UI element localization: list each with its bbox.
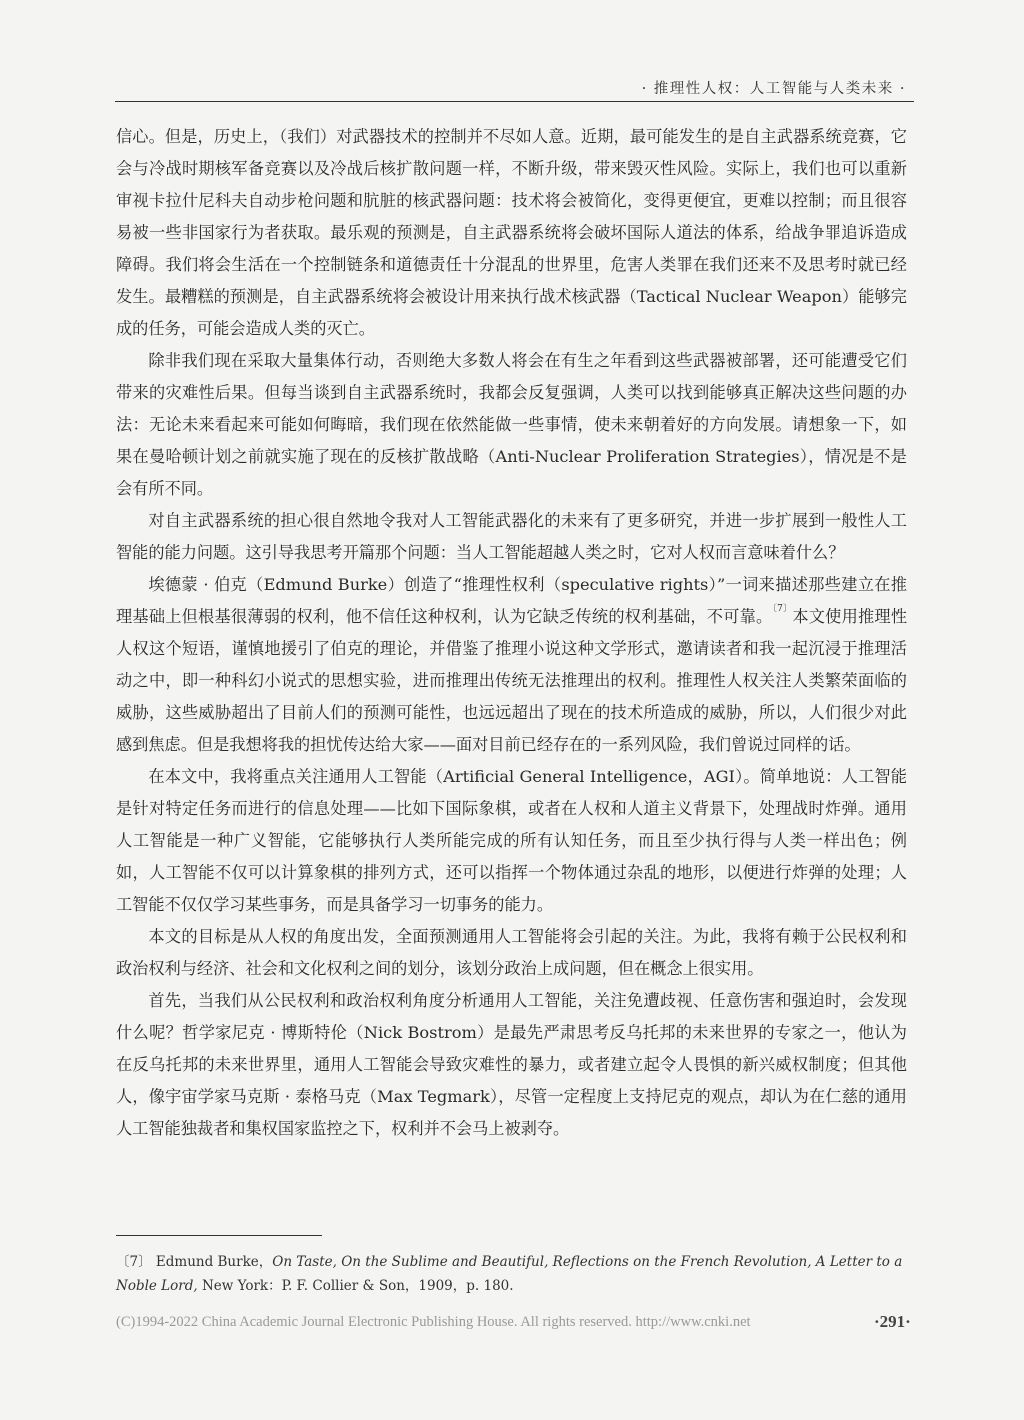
header-rule xyxy=(115,101,914,102)
paragraph-6: 本文的目标是从人权的角度出发，全面预测通用人工智能将会引起的关注。为此，我将有赖于公民权利和政治权利与经济、社会和文化权利之间的划分，该划分政治上成问题，但在概念上很实用。 xyxy=(116,927,907,978)
paragraph-5: 在本文中，我将重点关注通用人工智能（Artificial General Intelligence，AGI）。简单地说：人工智能是针对特定任务而进行的信息处理——比如下国际象棋，或者在人权和人道主义背景下，处理战时炸弹。通用人工智能是一种广义智能，它能够执行人类所能完成的所有认知任务，而且至少执行得与人类一样出色；例如，人工智能不仅可以计算象棋的排列方式，还可以指挥一个物体通过杂乱的地形，以便进行炸弹的处理；人工智能不仅仅学习某些事务，而是具备学习一切事务的能力。 xyxy=(116,767,907,914)
footnote-title: On Taste, On the Sublime and Beautiful, Reflections on the French Revolution, A Letter to a Noble Lord, xyxy=(116,1254,903,1294)
paragraph-4 xyxy=(116,569,907,761)
paragraph-3: 对自主武器系统的担心很自然地令我对人工智能武器化的未来有了更多研究，并进一步扩展到一般性人工智能的能力问题。这引导我思考开篇那个问题：当人工智能超越人类之时，它对人权而言意味着什么？ xyxy=(116,511,907,562)
footnote-publication: New York：P. F. Collier & Son，1909，p. 180. xyxy=(197,1278,514,1294)
paragraph-2: 除非我们现在采取大量集体行动，否则绝大多数人将会在有生之年看到这些武器被部署，还可能遭受它们带来的灾难性后果。但每当谈到自主武器系统时，我都会反复强调，人类可以找到能够真正解决这些问题的办法：无论未来看起来可能如何晦暗，我们现在依然能做一些事情，使未来朝着好的方向发展。请想象一下，如果在曼哈顿计划之前就实施了现在的反核扩散战略（Anti-Nuclear Proliferation Strategies），情况是不是会有所不同。 xyxy=(116,351,907,498)
copyright-notice: (C)1994-2022 China Academic Journal Electronic Publishing House. All rights reserved. http://www.cnki.net xyxy=(116,1314,751,1330)
paragraph-4-text-b: 本文使用推理性人权这个短语，谨慎地援引了伯克的理论，并借鉴了推理小说这种文学形式，邀请读者和我一起沉浸于推理活动之中，即一种科幻小说式的思想实验，进而推理出传统无法推理出的权利。推理性人权关注人类繁荣面临的威胁，这些威胁超出了目前人们的预测可能性，也远远超出了现在的技术所造成的威胁，所以，人们很少对此感到焦虑。但是我想将我的担忧传达给大家——面对目前已经存在的一系列风险，我们曾说过同样的话。 xyxy=(116,607,908,754)
footnote-7 xyxy=(116,1250,907,1298)
running-head: · 推理性人权：人工智能与人类未来 · xyxy=(641,81,906,97)
paragraph-1: 信心。但是，历史上，（我们）对武器技术的控制并不尽如人意。近期，最可能发生的是自主武器系统竞赛，它会与冷战时期核军备竞赛以及冷战后核扩散问题一样，不断升级，带来毁灭性风险。实际上，我们也可以重新审视卡拉什尼科夫自动步枪问题和肮脏的核武器问题：技术将会被简化，变得更便宜，更难以控制；而且很容易被一些非国家行为者获取。最乐观的预测是，自主武器系统将会破坏国际人道法的体系，给战争罪追诉造成障碍。我们将会生活在一个控制链条和道德责任十分混乱的世界里，危害人类罪在我们还来不及思考时就已经发生。最糟糕的预测是，自主武器系统将会被设计用来执行战术核武器（Tactical Nuclear Weapon）能够完成的任务，可能会造成人类的灭亡。 xyxy=(116,127,907,338)
body-text xyxy=(116,121,907,1145)
page-number: ·291· xyxy=(874,1312,911,1331)
paragraph-7: 首先，当我们从公民权利和政治权利角度分析通用人工智能，关注免遭歧视、任意伤害和强迫时，会发现什么呢？哲学家尼克 · 博斯特伦（Nick Bostrom）是最先严肃思考反乌托邦的未来世界的专家之一，他认为在反乌托邦的未来世界里，通用人工智能会导致灾难性的暴力，或者建立起令人畏惧的新兴威权制度；但其他人，像宇宙学家马克斯 · 泰格马克（Max Tegmark），尽管一定程度上支持尼克的观点，却认为在仁慈的通用人工智能独裁者和集权国家监控之下，权利并不会马上被剥夺。 xyxy=(116,991,907,1138)
footnote-marker: 〔7〕 xyxy=(116,1254,152,1270)
paragraph-4-text-a: 埃德蒙 · 伯克（Edmund Burke）创造了“推理性权利（speculative rights）”一词来描述那些建立在推理基础上但根基很薄弱的权利，他不信任这种权利，认为它缺乏传统的权利基础，不可靠。 xyxy=(116,575,907,626)
footnote-author: Edmund Burke， xyxy=(155,1254,273,1270)
footnote-rule xyxy=(116,1235,322,1236)
footnote-ref-7[interactable]: 〔7〕 xyxy=(772,604,793,614)
